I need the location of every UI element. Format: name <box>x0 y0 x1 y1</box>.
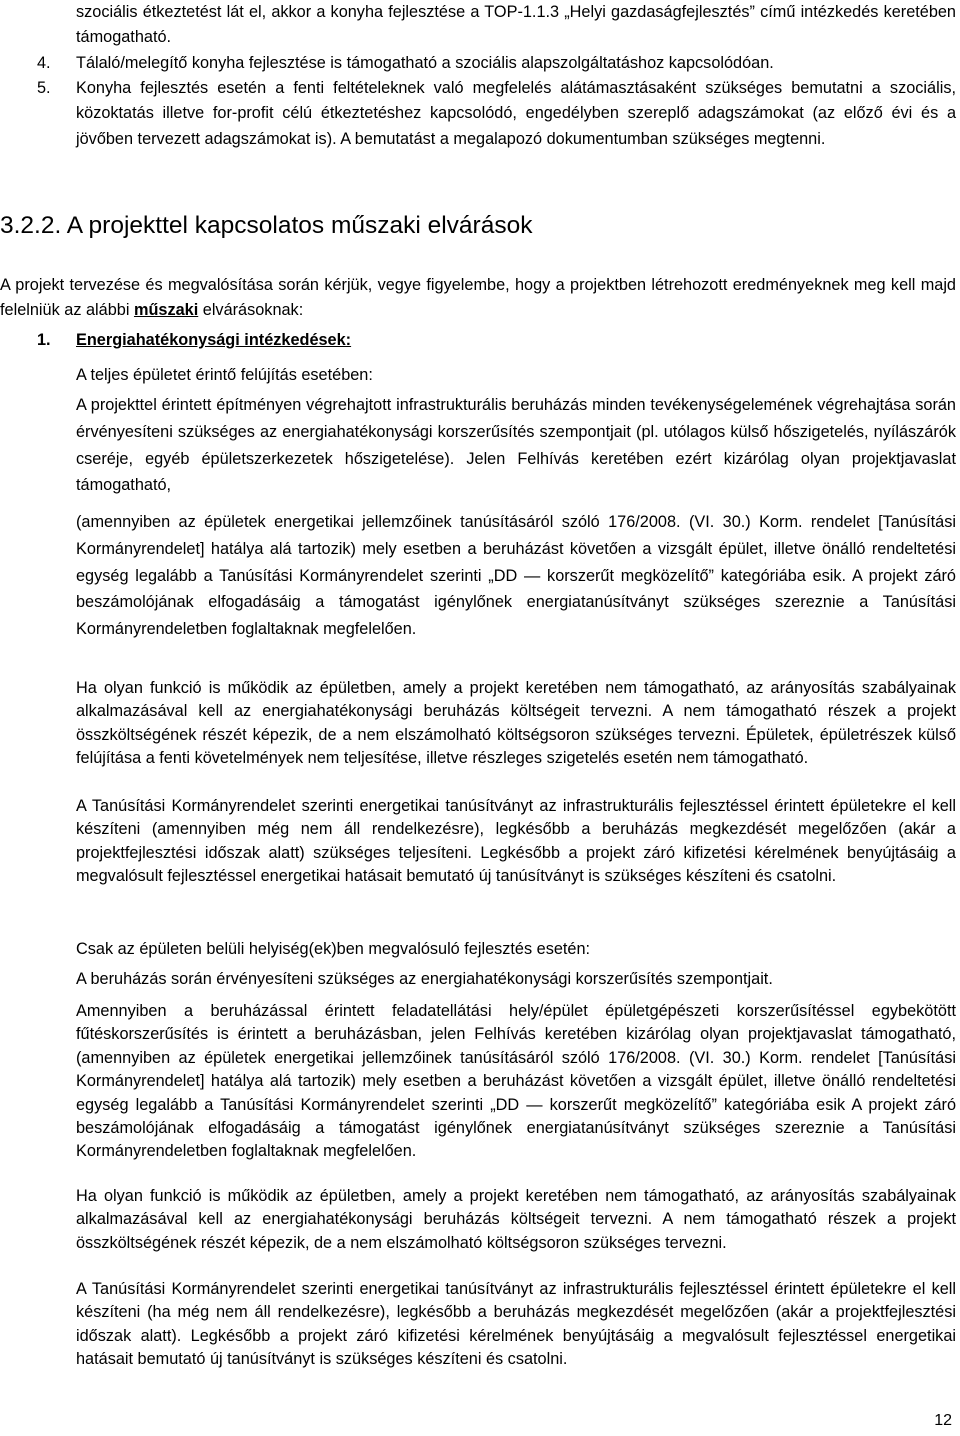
paragraph-partial-2: Amennyiben a beruházással érintett feladatellátási hely/épület épületgépészeti korszerűsítéssel egybekötött fűtéskorszerűsítés is érintett a beruházásban, jelen Felhívás keretében kizárólag olyan projektjavaslat támogatható, (amennyiben az épületek energetikai jellemzőinek tanúsításáról szóló 176/2008. (VI. 30.) Korm. rendelet [Tanúsítási Kormányrendelet] hatálya alá tartozik) mely esetben a beruházást követően a vizsgált épület, illetve önálló rendeltetési egység legalább a Tanúsítási Kormányrendelet szerinti „DD — korszerűt megközelítő” kategóriába esik A projekt záró beszámolójának elfogadásáig a támogatást igénylőnek energiatanúsítványt szükséges szereznie a Tanúsítási Kormányrendeletben foglaltaknak megfelelően. <box>76 1002 956 1161</box>
paragraph-full-4: A Tanúsítási Kormányrendelet szerinti energetikai tanúsítványt az infrastrukturális fejlesztéssel érintett épületekre el kell készíteni (amennyiben még nem áll rendelkezésre), legkésőbb a beruházás megkezdését megelőzően (akár a projektfejlesztési időszak alatt) szükséges teljesíteni. Legkésőbb a projekt záró kifizetési kérelmének benyújtásáig a megvalósult fejlesztéssel energetikai hatásait bemutató új tanúsítványt is szükséges készíteni és csatolni. <box>76 797 956 886</box>
list-item-5-text: Konyha fejlesztés esetén a fenti feltételeknek való megfelelés alátámasztásaként szükséges bemutatni a szociális, közoktatás illetve for-profit célú étkeztetéshez kapcsolódó, engedélyben szereplő adagszámokat (az előző évi és a jövőben tervezett adagszámokat is). A bemutatást a megalapozó dokumentumban szükséges megtenni. <box>76 79 956 148</box>
list-continuation: szociális étkeztetést lát el, akkor a konyha fejlesztése a TOP-1.1.3 „Helyi gazdaságfejlesztés” című intézkedés keretében támogatható. <box>76 3 956 47</box>
paragraph-partial-3: Ha olyan funkció is működik az épületben, amely a projekt keretében nem támogatható, az arányosítás szabályainak alkalmazásával kell az energiahatékonysági beruházás költségeit tervezni. A nem támogatható részek a projekt összköltségének részét képezik, de a nem elszámolható költségsoron szükséges tervezni. <box>76 1187 956 1252</box>
intro-emphasis: műszaki <box>133 301 199 320</box>
list-item-5-number: 5. <box>37 79 51 97</box>
paragraph-full-2: (amennyiben az épületek energetikai jellemzőinek tanúsításáról szóló 176/2008. (VI. 30.) Korm. rendelet [Tanúsítási Kormányrendelet] hatálya alá tartozik) mely esetben a beruházást követően a vizsgált épület, illetve önálló rendeltetési egység legalább a Tanúsítási Kormányrendelet szerinti „DD — korszerűt megközelítő” kategóriába esik. A projekt záró beszámolójának elfogadásáig a támogatást igénylőnek energiatanúsítványt szükséges szereznie a Tanúsítási Kormányrendeletben foglaltaknak megfelelően. <box>76 513 956 639</box>
paragraph-partial-4: A Tanúsítási Kormányrendelet szerinti energetikai tanúsítványt az infrastrukturális fejlesztéssel érintett épületekre el kell készíteni (ha még nem áll rendelkezésre), legkésőbb a beruházás megkezdését megelőzően (akár a projektfejlesztési időszak alatt). Legkésőbb a projekt záró kifizetési kérelmének benyújtásáig a megvalósult fejlesztéssel energetikai hatásait bemutató új tanúsítványt is szükséges készíteni és csatolni. <box>76 1280 956 1369</box>
intro-paragraph: A projekt tervezése és megvalósítása során kérjük, vegye figyelembe, hogy a projektben létrehozott eredményeknek meg kell majd felelniük az alábbi műszaki elvárásoknak: <box>0 276 956 320</box>
page-number: 12 <box>934 1412 952 1429</box>
list-item-1-number: 1. <box>37 331 51 349</box>
list-item-1-title: Energiahatékonysági intézkedések: <box>76 331 352 349</box>
subheading-full-renovation: A teljes épületet érintő felújítás esetében: <box>76 366 373 384</box>
section-heading: 3.2.2. A projekttel kapcsolatos műszaki elvárások <box>0 212 533 239</box>
list-item-4-text: Tálaló/melegítő konyha fejlesztése is támogatható a szociális alapszolgáltatáshoz kapcsolódóan. <box>76 54 774 72</box>
paragraph-partial-1: A beruházás során érvényesíteni szükséges az energiahatékonysági korszerűsítés szempontjait. <box>76 970 773 988</box>
paragraph-full-1: A projekttel érintett építményen végrehajtott infrastrukturális beruházás minden tevékenységelemének végrehajtása során érvényesíteni szükséges az energiahatékonysági korszerűsítés szempontjait (pl. utólagos külső hőszigetelés, nyílászárók cseréje, egyéb épületszerkezetek hőszigetelése). Jelen Felhívás keretében ezért kizárólag olyan projektjavaslat támogatható, <box>76 396 956 495</box>
subheading-partial: Csak az épületen belüli helyiség(ek)ben megvalósuló fejlesztés esetén: <box>76 940 591 958</box>
paragraph-full-3: Ha olyan funkció is működik az épületben, amely a projekt keretében nem támogatható, az arányosítás szabályainak alkalmazásával kell az energiahatékonysági beruházás költségeit tervezni. A nem támogatható részek a projekt összköltségének részét képezik, de a nem elszámolható költségsoron szükséges tervezni. Épületek, épületrészek külső felújítása a fenti követelmények nem teljesítése, illetve részleges szigetelés esetén nem támogatható. <box>76 679 956 768</box>
list-item-4-number: 4. <box>37 54 51 72</box>
